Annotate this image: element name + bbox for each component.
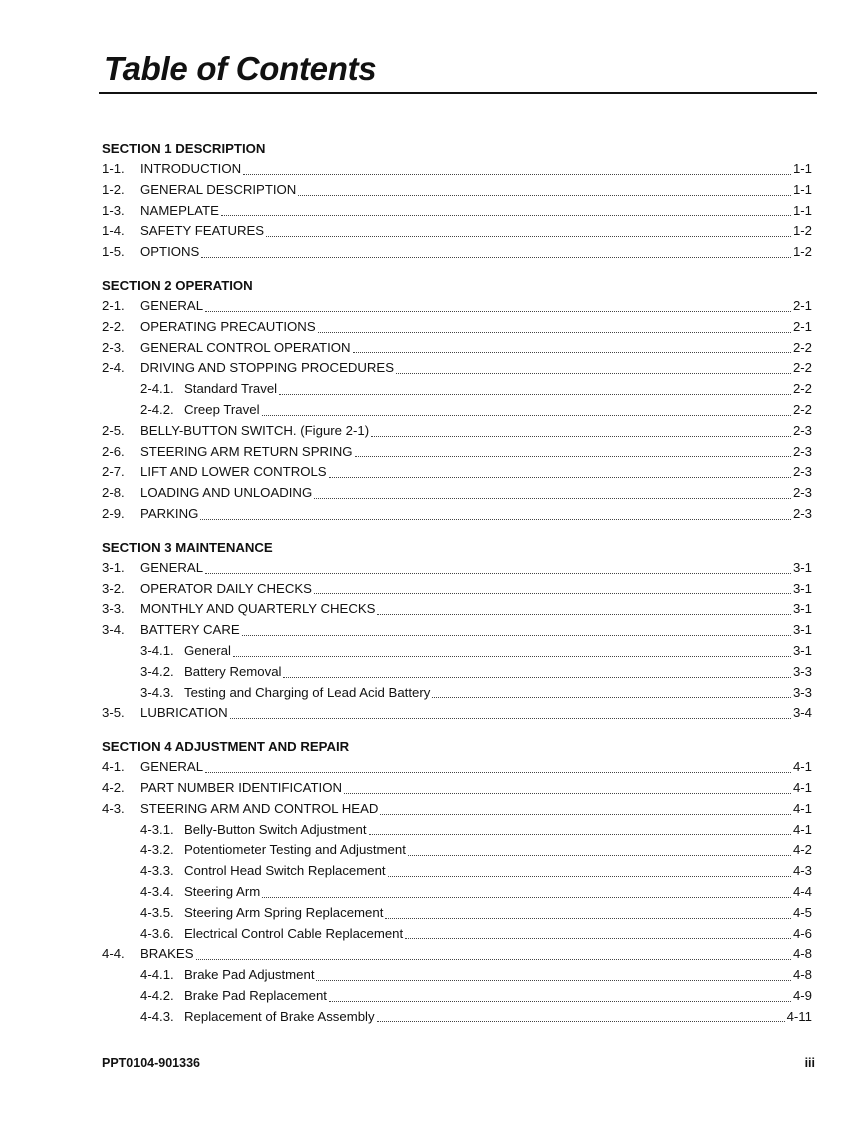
dot-leader <box>380 814 791 815</box>
entry-number: 2-9. <box>102 505 125 521</box>
entry-page-number: 2-2 <box>792 381 812 397</box>
section-heading: SECTION 4 ADJUSTMENT AND REPAIR <box>102 739 350 755</box>
entry-number: 4-3. <box>102 800 125 816</box>
entry-page-number: 3-1 <box>792 559 812 575</box>
entry-page-number: 4-3 <box>792 863 812 879</box>
entry-title: Potentiometer Testing and Adjustment <box>184 842 406 858</box>
entry-title: SAFETY FEATURES <box>140 223 265 239</box>
toc-entry[interactable] <box>102 504 812 525</box>
entry-number: 2-3. <box>102 339 125 355</box>
dot-leader <box>230 718 791 719</box>
entry-number: 1-1. <box>102 161 125 176</box>
dot-leader <box>355 456 791 457</box>
entry-title: INTRODUCTION <box>140 161 242 176</box>
dot-leader <box>205 573 791 574</box>
entry-page-number: 2-3 <box>792 464 812 480</box>
entry-title: LOADING AND UNLOADING <box>140 485 313 501</box>
section-heading: SECTION 3 MAINTENANCE <box>102 539 273 555</box>
entry-title: Standard Travel <box>184 381 278 397</box>
entry-number: 4-4.3. <box>140 1008 174 1024</box>
entry-page-number: 2-3 <box>792 485 812 501</box>
entry-title: GENERAL <box>140 559 204 575</box>
dot-leader <box>314 498 791 499</box>
entry-page-number: 2-3 <box>792 443 812 459</box>
toc-entry[interactable] <box>102 683 812 704</box>
dot-leader <box>201 257 791 258</box>
entry-page-number: 1-2 <box>792 244 812 260</box>
entry-number: 4-4. <box>102 946 125 962</box>
entry-number: 3-1. <box>102 559 125 575</box>
dot-leader <box>262 897 791 898</box>
dot-leader <box>405 938 791 939</box>
entry-title: OPERATING PRECAUTIONS <box>140 318 316 334</box>
entry-title: DRIVING AND STOPPING PROCEDURES <box>140 360 395 376</box>
dot-leader <box>344 793 791 794</box>
toc-section <box>102 538 812 724</box>
entry-number: 3-4. <box>102 622 125 638</box>
entry-page-number: 2-2 <box>792 401 812 417</box>
entry-page-number: 4-4 <box>792 883 812 899</box>
toc-entry[interactable] <box>102 840 812 861</box>
entry-page-number: 4-1 <box>792 759 812 775</box>
toc-entry[interactable] <box>102 483 812 504</box>
table-of-contents <box>102 139 812 1040</box>
entry-title: LIFT AND LOWER CONTROLS <box>140 464 327 480</box>
entry-page-number: 1-2 <box>792 223 812 239</box>
toc-entry[interactable] <box>102 986 812 1007</box>
entry-number: 3-3. <box>102 601 125 617</box>
entry-title: GENERAL CONTROL OPERATION <box>140 339 351 355</box>
dot-leader <box>432 697 791 698</box>
entry-number: 3-4.2. <box>140 663 174 679</box>
entry-page-number: 4-1 <box>792 821 812 837</box>
toc-entry[interactable] <box>102 820 812 841</box>
toc-entry[interactable] <box>102 201 812 222</box>
entry-page-number: 3-1 <box>792 622 812 638</box>
toc-entry[interactable] <box>102 1007 812 1028</box>
dot-leader <box>396 373 791 374</box>
entry-title: STEERING ARM RETURN SPRING <box>140 443 353 459</box>
entry-number: 4-1. <box>102 759 125 775</box>
entry-number: 2-8. <box>102 485 125 501</box>
entry-number: 1-5. <box>102 244 125 260</box>
title-rule <box>99 92 817 94</box>
entry-page-number: 1-1 <box>792 202 812 218</box>
entry-title: OPTIONS <box>140 244 200 260</box>
entry-title: Steering Arm <box>184 883 261 899</box>
entry-title: GENERAL <box>140 297 204 313</box>
entry-number: 3-5. <box>102 705 125 721</box>
entry-page-number: 2-2 <box>792 360 812 376</box>
toc-entry[interactable] <box>102 579 812 600</box>
entry-page-number: 3-4 <box>792 705 812 721</box>
entry-title: GENERAL <box>140 759 204 775</box>
section-heading: SECTION 1 DESCRIPTION <box>102 141 266 156</box>
toc-entry[interactable] <box>102 641 812 662</box>
entry-title: BELLY-BUTTON SWITCH. (Figure 2-1) <box>140 422 370 438</box>
toc-entry[interactable] <box>102 703 812 724</box>
entry-page-number: 4-11 <box>786 1008 812 1024</box>
entry-title: Control Head Switch Replacement <box>184 863 386 879</box>
entry-number: 4-3.5. <box>140 904 174 920</box>
toc-entry[interactable] <box>102 558 812 579</box>
entry-title: BRAKES <box>140 946 194 962</box>
page-title: Table of Contents <box>104 50 377 87</box>
toc-entry[interactable] <box>102 799 812 820</box>
entry-page-number: 2-2 <box>792 339 812 355</box>
dot-leader <box>221 215 791 216</box>
entry-page-number: 4-9 <box>792 987 812 1003</box>
toc-section <box>102 276 812 525</box>
dot-leader <box>266 236 791 237</box>
toc-entry[interactable] <box>102 882 812 903</box>
entry-page-number: 2-3 <box>792 422 812 438</box>
entry-title: Replacement of Brake Assembly <box>184 1008 375 1024</box>
entry-number: 2-4.1. <box>140 381 174 397</box>
entry-title: Testing and Charging of Lead Acid Battery <box>184 684 431 700</box>
entry-number: 2-5. <box>102 422 125 438</box>
entry-title: Battery Removal <box>184 663 282 679</box>
dot-leader <box>377 614 790 615</box>
entry-page-number: 3-1 <box>792 601 812 617</box>
entry-title: PARKING <box>140 505 199 521</box>
entry-number: 4-3.4. <box>140 883 174 899</box>
entry-page-number: 1-1 <box>792 161 812 176</box>
dot-leader <box>314 593 791 594</box>
entry-page-number: 4-8 <box>792 967 812 983</box>
dot-leader <box>377 1021 785 1022</box>
entry-page-number: 2-3 <box>792 505 812 521</box>
entry-page-number: 4-5 <box>792 904 812 920</box>
entry-number: 3-2. <box>102 580 125 596</box>
dot-leader <box>233 656 791 657</box>
entry-page-number: 3-3 <box>792 663 812 679</box>
toc-entry[interactable] <box>102 379 812 400</box>
toc-entry[interactable] <box>102 400 812 421</box>
dot-leader <box>196 959 791 960</box>
toc-entry[interactable] <box>102 861 812 882</box>
toc-entry[interactable] <box>102 442 812 463</box>
dot-leader <box>408 855 791 856</box>
entry-number: 2-4.2. <box>140 401 174 417</box>
toc-entry[interactable] <box>102 358 812 379</box>
toc-entry[interactable] <box>102 944 812 965</box>
dot-leader <box>242 635 791 636</box>
toc-entry[interactable] <box>102 462 812 483</box>
entry-number: 2-7. <box>102 464 125 480</box>
dot-leader <box>298 195 791 196</box>
toc-entry[interactable] <box>102 662 812 683</box>
entry-title: Brake Pad Replacement <box>184 987 327 1003</box>
toc-entry[interactable] <box>102 338 812 359</box>
toc-entry[interactable] <box>102 965 812 986</box>
toc-entry[interactable] <box>102 317 812 338</box>
toc-entry[interactable] <box>102 296 812 317</box>
entry-page-number: 4-1 <box>792 800 812 816</box>
dot-leader <box>205 311 791 312</box>
entry-number: 1-3. <box>102 202 125 218</box>
entry-title: OPERATOR DAILY CHECKS <box>140 580 312 596</box>
toc-section <box>102 139 812 263</box>
entry-number: 2-1. <box>102 297 125 313</box>
entry-number: 2-6. <box>102 443 125 459</box>
entry-title: NAMEPLATE <box>140 202 219 218</box>
entry-number: 2-2. <box>102 318 125 334</box>
entry-number: 3-4.1. <box>140 642 174 658</box>
dot-leader <box>316 980 790 981</box>
dot-leader <box>243 174 791 175</box>
dot-leader <box>353 352 791 353</box>
dot-leader <box>279 394 791 395</box>
entry-title: STEERING ARM AND CONTROL HEAD <box>140 800 379 816</box>
entry-page-number: 4-1 <box>792 779 812 795</box>
entry-title: Brake Pad Adjustment <box>184 967 315 983</box>
dot-leader <box>371 436 791 437</box>
entry-number: 4-3.2. <box>140 842 174 858</box>
entry-page-number: 2-1 <box>792 318 812 334</box>
entry-page-number: 3-3 <box>792 684 812 700</box>
entry-number: 4-4.2. <box>140 987 174 1003</box>
dot-leader <box>283 677 790 678</box>
dot-leader <box>329 477 791 478</box>
entry-page-number: 3-1 <box>792 642 812 658</box>
entry-page-number: 1-1 <box>792 181 812 197</box>
toc-entry[interactable] <box>102 180 812 201</box>
toc-section <box>102 737 812 1027</box>
dot-leader <box>388 876 791 877</box>
dot-leader <box>329 1001 791 1002</box>
entry-title: LUBRICATION <box>140 705 228 721</box>
toc-entry[interactable] <box>102 242 812 263</box>
entry-number: 1-2. <box>102 181 125 197</box>
dot-leader <box>262 415 791 416</box>
entry-page-number: 3-1 <box>792 580 812 596</box>
entry-number: 4-3.6. <box>140 925 174 941</box>
entry-title: PART NUMBER IDENTIFICATION <box>140 779 342 795</box>
toc-entry[interactable] <box>102 757 812 778</box>
toc-entry[interactable] <box>102 924 812 945</box>
entry-title: General <box>184 642 231 658</box>
dot-leader <box>205 772 791 773</box>
toc-entry[interactable] <box>102 599 812 620</box>
entry-page-number: 4-8 <box>792 946 812 962</box>
toc-entry[interactable] <box>102 159 812 180</box>
dot-leader <box>385 918 791 919</box>
footer-document-number: PPT0104-901336 <box>102 1056 200 1070</box>
entry-title: GENERAL DESCRIPTION <box>140 181 297 197</box>
toc-entry[interactable] <box>102 903 812 924</box>
entry-number: 4-3.1. <box>140 821 174 837</box>
entry-title: Belly-Button Switch Adjustment <box>184 821 367 837</box>
dot-leader <box>318 332 791 333</box>
toc-entry[interactable] <box>102 421 812 442</box>
dot-leader <box>200 519 791 520</box>
entry-page-number: 2-1 <box>792 297 812 313</box>
footer-page-number: iii <box>804 1056 815 1070</box>
entry-number: 3-4.3. <box>140 684 174 700</box>
dot-leader <box>369 834 791 835</box>
entry-page-number: 4-6 <box>792 925 812 941</box>
toc-entry[interactable] <box>102 221 812 242</box>
entry-title: Electrical Control Cable Replacement <box>184 925 404 941</box>
section-heading: SECTION 2 OPERATION <box>102 277 253 293</box>
entry-number: 4-2. <box>102 779 125 795</box>
toc-entry[interactable] <box>102 778 812 799</box>
entry-title: BATTERY CARE <box>140 622 240 638</box>
entry-number: 4-4.1. <box>140 967 174 983</box>
entry-number: 2-4. <box>102 360 125 376</box>
entry-title: Creep Travel <box>184 401 260 417</box>
toc-entry[interactable] <box>102 620 812 641</box>
entry-page-number: 4-2 <box>792 842 812 858</box>
entry-title: MONTHLY AND QUARTERLY CHECKS <box>140 601 376 617</box>
entry-title: Steering Arm Spring Replacement <box>184 904 384 920</box>
entry-number: 1-4. <box>102 223 125 239</box>
entry-number: 4-3.3. <box>140 863 174 879</box>
